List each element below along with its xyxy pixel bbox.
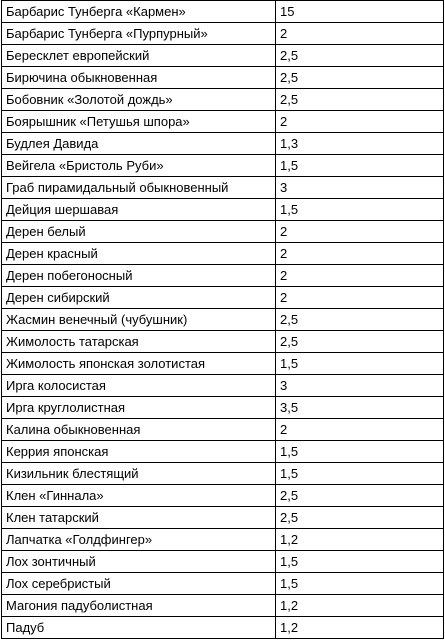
plant-name-cell: Ирга круглолистная (2, 397, 276, 419)
table-row (2, 309, 444, 331)
plant-value-cell: 2,5 (276, 67, 444, 89)
table-row (2, 23, 444, 45)
table-row (2, 45, 444, 67)
plant-value-cell: 3 (276, 177, 444, 199)
plant-value-cell: 1,5 (276, 551, 444, 573)
plant-name-cell: Граб пирамидальный обыкновенный (2, 177, 276, 199)
table-row (2, 551, 444, 573)
plant-value-cell: 1,2 (276, 529, 444, 551)
plant-value-cell: 2 (276, 265, 444, 287)
table-row (2, 595, 444, 617)
plant-name-cell: Клен «Гиннала» (2, 485, 276, 507)
plant-value-cell: 2 (276, 287, 444, 309)
plant-table (1, 0, 444, 639)
plant-value-cell: 1,5 (276, 463, 444, 485)
plant-value-cell: 2,5 (276, 309, 444, 331)
plant-name-cell: Кизильник блестящий (2, 463, 276, 485)
table-row (2, 265, 444, 287)
table-row (2, 199, 444, 221)
plant-value-cell: 1,5 (276, 441, 444, 463)
plant-value-cell: 1,2 (276, 617, 444, 639)
table-row (2, 463, 444, 485)
table-row (2, 375, 444, 397)
plant-value-cell: 1,5 (276, 155, 444, 177)
plant-name-cell: Вейгела «Бристоль Руби» (2, 155, 276, 177)
plant-value-cell: 2 (276, 111, 444, 133)
plant-value-cell: 2 (276, 243, 444, 265)
plant-value-cell: 2,5 (276, 89, 444, 111)
table-row (2, 573, 444, 595)
plant-value-cell: 2 (276, 221, 444, 243)
plant-name-cell: Дерен сибирский (2, 287, 276, 309)
plant-name-cell: Бирючина обыкновенная (2, 67, 276, 89)
table-row (2, 155, 444, 177)
table-row (2, 221, 444, 243)
plant-name-cell: Барбарис Тунберга «Пурпурный» (2, 23, 276, 45)
plant-name-cell: Дейция шершавая (2, 199, 276, 221)
plant-name-cell: Боярышник «Петушья шпора» (2, 111, 276, 133)
plant-value-cell: 2,5 (276, 331, 444, 353)
table-row (2, 617, 444, 639)
plant-value-cell: 2,5 (276, 507, 444, 529)
plant-value-cell: 1,5 (276, 199, 444, 221)
table-row (2, 133, 444, 155)
plant-name-cell: Жимолость японская золотистая (2, 353, 276, 375)
plant-name-cell: Дерен красный (2, 243, 276, 265)
plant-value-cell: 2 (276, 23, 444, 45)
plant-name-cell: Жимолость татарская (2, 331, 276, 353)
plant-value-cell: 3 (276, 375, 444, 397)
table-row (2, 507, 444, 529)
table-row (2, 89, 444, 111)
table-row (2, 331, 444, 353)
plant-value-cell: 2,5 (276, 45, 444, 67)
plant-name-cell: Падуб (2, 617, 276, 639)
plant-value-cell: 2 (276, 419, 444, 441)
plant-name-cell: Дерен побегоносный (2, 265, 276, 287)
table-row (2, 67, 444, 89)
plant-name-cell: Керрия японская (2, 441, 276, 463)
plant-value-cell: 3,5 (276, 397, 444, 419)
plant-name-cell: Ирга колосистая (2, 375, 276, 397)
table-row (2, 243, 444, 265)
plant-name-cell: Калина обыкновенная (2, 419, 276, 441)
plant-name-cell: Будлея Давида (2, 133, 276, 155)
plant-name-cell: Лох зонтичный (2, 551, 276, 573)
plant-table-body (2, 1, 444, 639)
plant-value-cell: 15 (276, 1, 444, 23)
plant-value-cell: 1,5 (276, 353, 444, 375)
table-row (2, 529, 444, 551)
table-row (2, 419, 444, 441)
plant-name-cell: Жасмин венечный (чубушник) (2, 309, 276, 331)
plant-name-cell: Лох серебристый (2, 573, 276, 595)
table-row (2, 1, 444, 23)
plant-name-cell: Магония падуболистная (2, 595, 276, 617)
table-row (2, 441, 444, 463)
table-row (2, 485, 444, 507)
table-row (2, 397, 444, 419)
plant-name-cell: Барбарис Тунберга «Кармен» (2, 1, 276, 23)
plant-name-cell: Клен татарский (2, 507, 276, 529)
plant-value-cell: 1,3 (276, 133, 444, 155)
table-row (2, 353, 444, 375)
plant-value-cell: 1,5 (276, 573, 444, 595)
table-row (2, 111, 444, 133)
plant-name-cell: Бобовник «Золотой дождь» (2, 89, 276, 111)
plant-name-cell: Лапчатка «Голдфингер» (2, 529, 276, 551)
plant-value-cell: 2,5 (276, 485, 444, 507)
table-row (2, 177, 444, 199)
table-row (2, 287, 444, 309)
plant-name-cell: Бересклет европейский (2, 45, 276, 67)
plant-name-cell: Дерен белый (2, 221, 276, 243)
plant-value-cell: 1,2 (276, 595, 444, 617)
